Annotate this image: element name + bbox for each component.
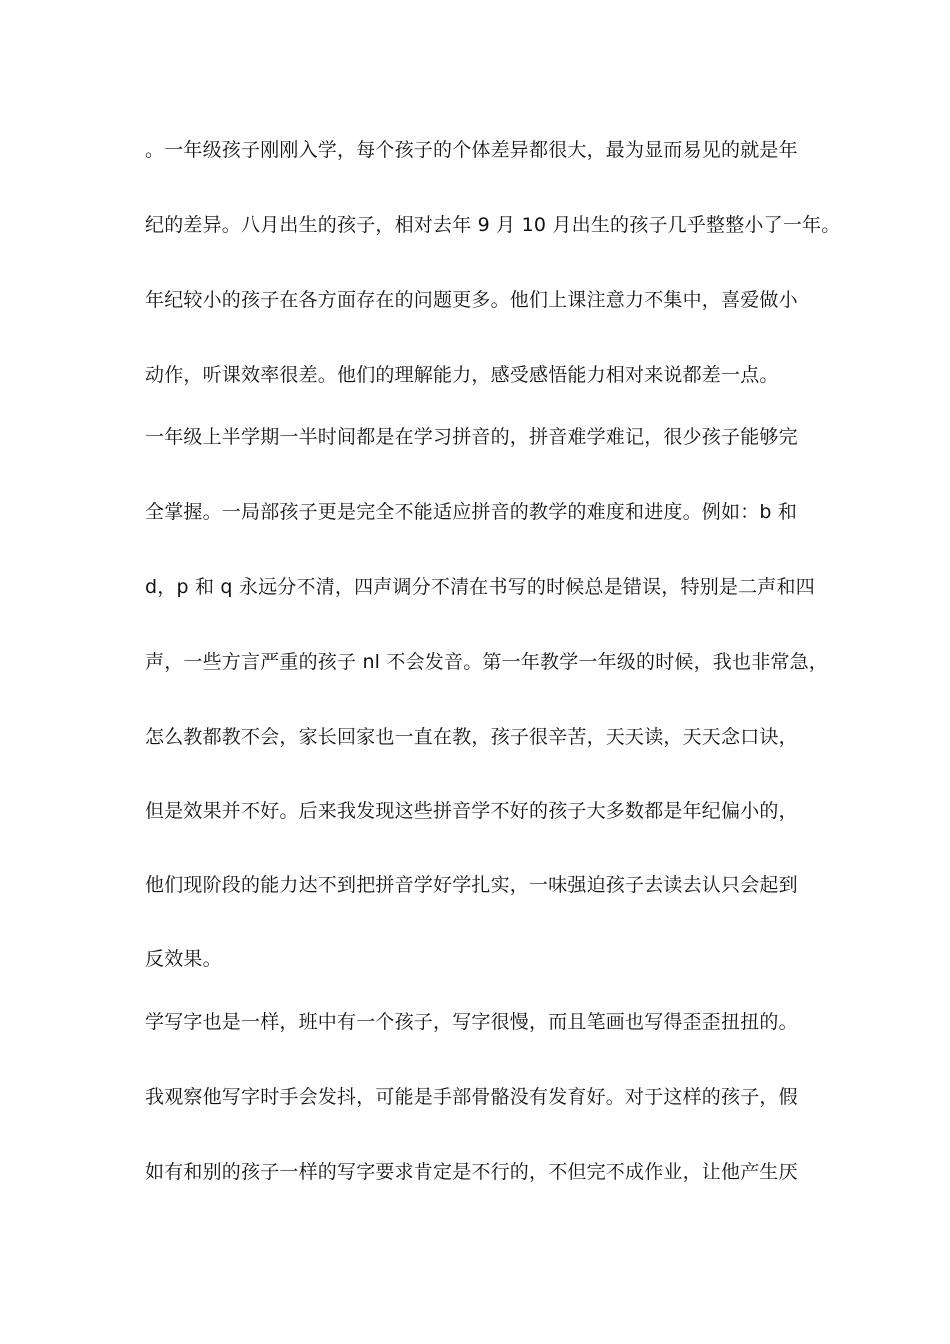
text-line: 一年级上半学期一半时间都是在学习拼音的，拼音难学难记，很少孩子能够完 [145,426,798,448]
text-line: 反效果。 [145,948,222,970]
text-line: 纪的差异。八月出生的孩子，相对去年 9 月 10 月出生的孩子几乎整整小了一年。 [145,214,841,236]
text-line: 。一年级孩子刚刚入学，每个孩子的个体差异都很大，最为显而易见的就是年 [145,139,798,161]
text-line: d，p 和 q 永远分不清，四声调分不清在书写的时候总是错误，特别是二声和四 [145,576,815,598]
text-line: 怎么教都教不会，家长回家也一直在教，孩子很辛苦，天天读，天天念口诀， [145,726,798,748]
text-line: 声，一些方言严重的孩子 nl 不会发音。第一年教学一年级的时候，我也非常急， [145,651,829,673]
text-line: 我观察他写字时手会发抖，可能是手部骨骼没有发育好。对于这样的孩子，假 [145,1086,798,1108]
text-line: 他们现阶段的能力达不到把拼音学好学扎实，一味强迫孩子去读去认只会起到 [145,874,798,896]
text-line: 年纪较小的孩子在各方面存在的问题更多。他们上课注意力不集中，喜爱做小 [145,289,798,311]
text-line: 学写字也是一样，班中有一个孩子，写字很慢，而且笔画也写得歪歪扭扭的。 [145,1011,798,1033]
text-line: 但是效果并不好。后来我发现这些拼音学不好的孩子大多数都是年纪偏小的， [145,800,798,822]
text-line: 全掌握。一局部孩子更是完全不能适应拼音的教学的难度和进度。例如：b 和 [145,501,798,523]
text-line: 动作，听课效率很差。他们的理解能力，感受感悟能力相对来说都差一点。 [145,364,779,386]
text-line: 如有和别的孩子一样的写字要求肯定是不行的，不但完不成作业，让他产生厌 [145,1161,798,1183]
